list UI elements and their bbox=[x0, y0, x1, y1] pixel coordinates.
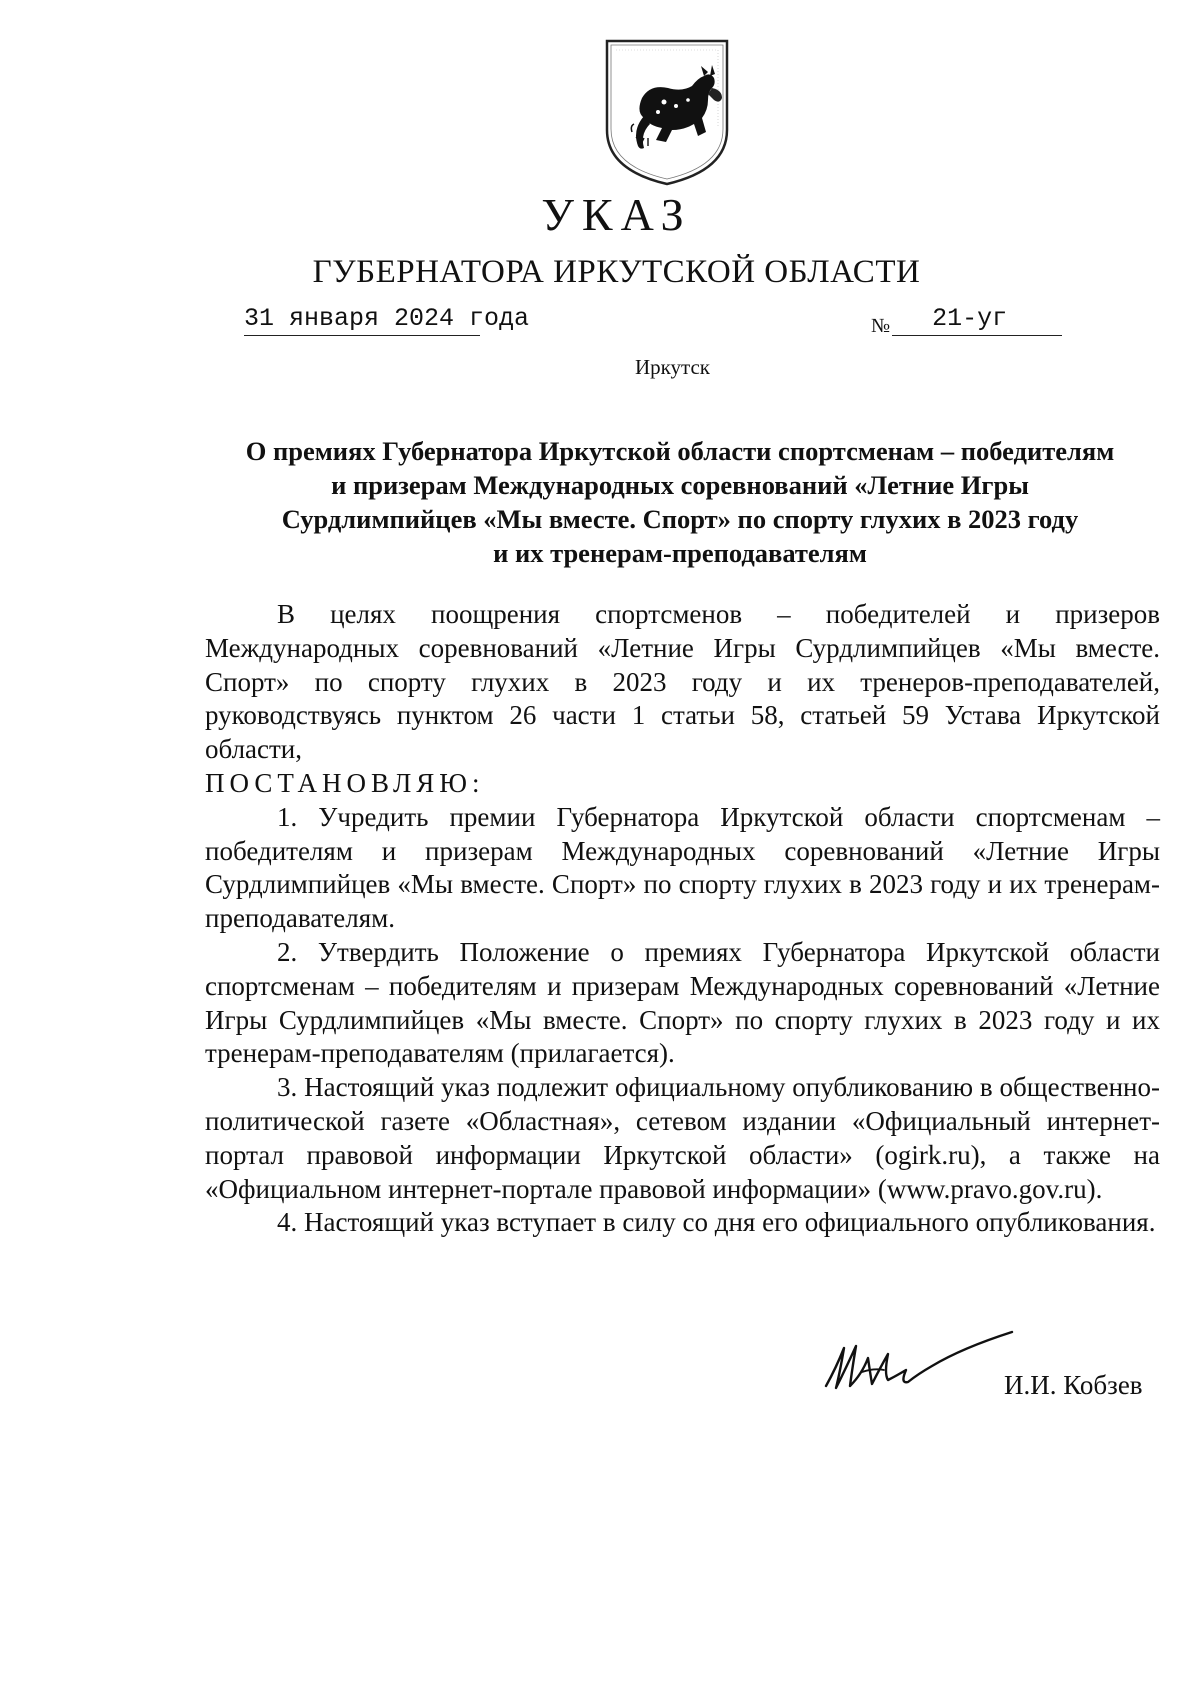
document-issuer: ГУБЕРНАТОРА ИРКУТСКОЙ ОБЛАСТИ bbox=[312, 254, 921, 290]
handwritten-signature-icon bbox=[822, 1328, 1022, 1398]
decree-word: ПОСТАНОВЛЯЮ: bbox=[205, 767, 485, 798]
document-number bbox=[871, 306, 1062, 336]
number-value: 21-уг bbox=[892, 306, 1062, 336]
document-heading bbox=[190, 434, 1170, 570]
number-sign: № bbox=[871, 315, 891, 337]
preamble-paragraph: В целях поощрения спортсменов – победителей и призеров Международных соревнований «Летние Игры Сурдлимпийцев «Мы вместе. Спорт» по спорту глухих в 2023 году и их тренеров-преподавателей, руководствуясь пунктом 26 части 1 статьи 58, статьей 59 Устава Иркутской области, bbox=[205, 599, 1160, 765]
decree-item: 2. Утвердить Положение о премиях Губернатора Иркутской области спортсменам – победителям и призерам Международных соревнований «Летние Игры Сурдлимпийцев «Мы вместе. Спорт» по спорту глухих в 2023 году и их тренерам-преподавателям (прилагается). bbox=[205, 936, 1160, 1069]
heading-line: и призерам Международных соревнований «Летние Игры bbox=[331, 470, 1029, 500]
document-date: 31 января 2024 года bbox=[244, 306, 480, 336]
decree-item: 4. Настоящий указ вступает в силу со дня его официального опубликования. bbox=[277, 1207, 1156, 1238]
document-body bbox=[205, 598, 1160, 1240]
heading-line: и их тренерам-преподавателям bbox=[493, 538, 867, 568]
signer-name: И.И. Кобзев bbox=[1004, 1370, 1143, 1400]
document-title: УКАЗ bbox=[541, 189, 692, 240]
decree-item: 3. Настоящий указ подлежит официальному опубликованию в общественно-политической газете «Областная», сетевом издании «Официальный интернет-портал правовой информации Иркутской области» (ogirk.ru), а также на «Официальном интернет-портале правовой информации» (www.pravo.gov.ru). bbox=[205, 1072, 1160, 1204]
decree-item: 1. Учредить премии Губернатора Иркутской области спортсменам – победителям и призерам Международных соревнований «Летние Игры Сурдлимпийцев «Мы вместе. Спорт» по спорту глухих в 2023 году и их тренерам-преподавателям. bbox=[205, 801, 1160, 934]
heading-line: Сурдлимпийцев «Мы вместе. Спорт» по спорту глухих в 2023 году bbox=[281, 504, 1079, 534]
coat-of-arms-icon bbox=[604, 38, 730, 186]
heading-line: О премиях Губернатора Иркутской области спортсменам – победителям bbox=[245, 436, 1115, 466]
document-city: Иркутск bbox=[634, 355, 711, 379]
